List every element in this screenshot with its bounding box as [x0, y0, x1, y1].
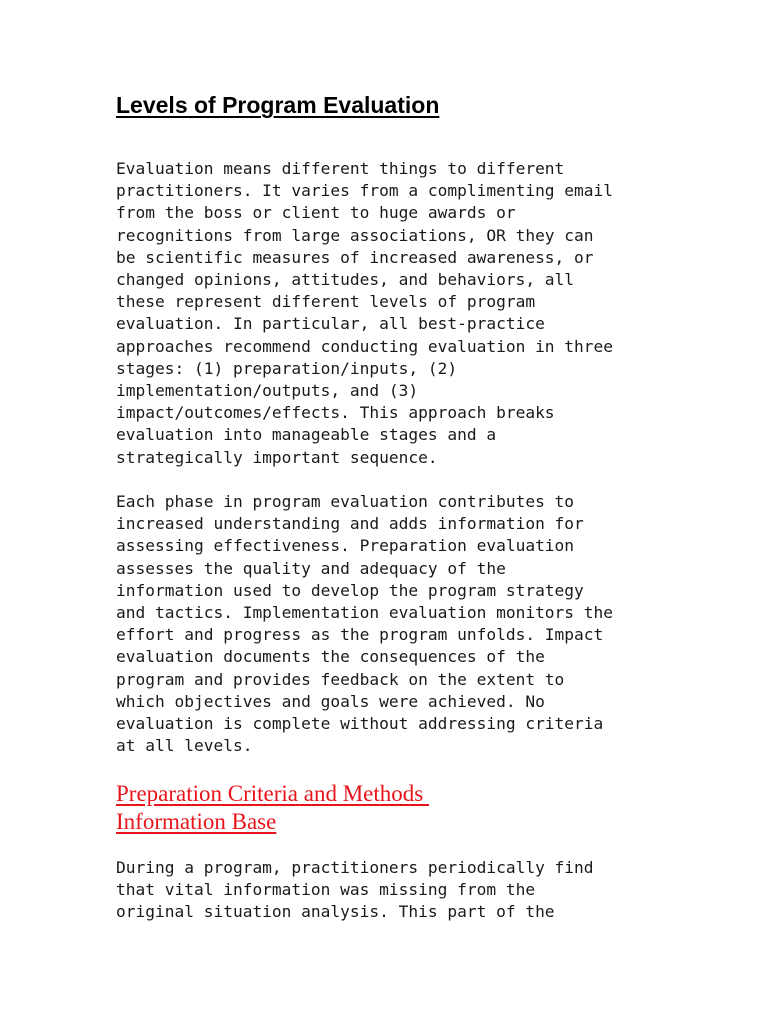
paragraph-evaluation-phases — [116, 491, 613, 757]
text-line: and tactics. Implementation evaluation monitors the — [116, 603, 614, 623]
text-line: stages: (1) preparation/inputs, (2) — [116, 358, 458, 378]
text-line: evaluation. In particular, all best-practice — [116, 314, 545, 334]
text-line: implementation/outputs, and (3) — [116, 381, 419, 401]
text-line: from the boss or client to huge awards or — [116, 203, 516, 223]
text-line: recognitions from large associations, OR they can — [116, 225, 594, 245]
text-line: information used to develop the program strategy — [116, 580, 584, 600]
text-line: these represent different levels of program — [116, 292, 536, 312]
text-line: at all levels. — [116, 736, 253, 756]
text-line: impact/outcomes/effects. This approach breaks — [116, 403, 555, 423]
text-line: approaches recommend conducting evaluation in three — [116, 336, 614, 356]
document-title: Levels of Program Evaluation — [116, 92, 440, 118]
text-line: evaluation into manageable stages and a — [116, 425, 497, 445]
text-line: changed opinions, attitudes, and behaviors, all — [116, 270, 575, 290]
text-line: During a program, practitioners periodically find — [116, 858, 594, 877]
text-line: effort and progress as the program unfolds. Impact — [116, 625, 604, 645]
text-line: strategically important sequence. — [116, 447, 438, 467]
text-line: practitioners. It varies from a complimenting email — [116, 181, 614, 201]
text-line: evaluation is complete without addressing criteria — [116, 714, 604, 734]
paragraph-information-base — [116, 857, 594, 924]
text-line: Each phase in program evaluation contributes to — [116, 492, 575, 511]
heading-line: Information Base — [116, 809, 277, 834]
heading-line: Preparation Criteria and Methods — [116, 781, 429, 806]
section-heading-preparation-criteria — [116, 780, 429, 836]
text-line: evaluation documents the consequences of the — [116, 647, 545, 667]
text-line: be scientific measures of increased awareness, or — [116, 247, 594, 267]
text-line: which objectives and goals were achieved. No — [116, 691, 545, 711]
text-line: that vital information was missing from the — [116, 880, 536, 900]
text-line: program and provides feedback on the extent to — [116, 669, 565, 689]
text-line: Evaluation means different things to different — [116, 159, 565, 178]
text-line: assessing effectiveness. Preparation evaluation — [116, 536, 575, 556]
text-line: assesses the quality and adequacy of the — [116, 558, 506, 578]
paragraph-evaluation-meaning — [116, 158, 613, 469]
text-line: increased understanding and adds information for — [116, 514, 584, 534]
text-line: original situation analysis. This part of the — [116, 902, 555, 922]
